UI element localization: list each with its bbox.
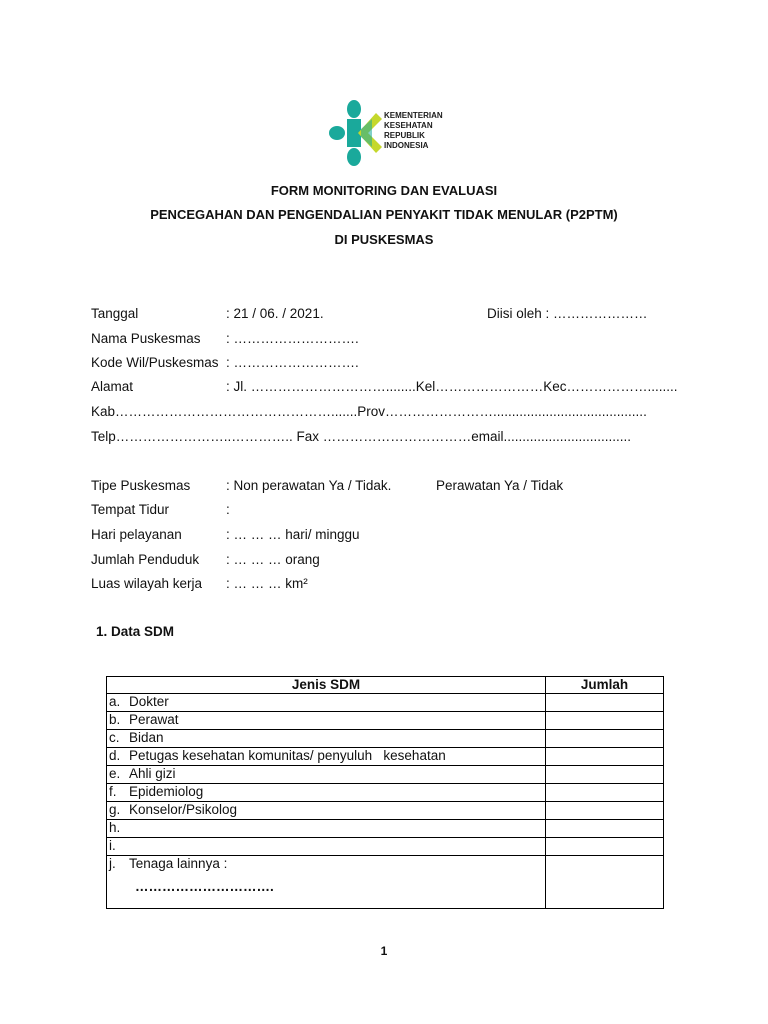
form-title-line1: FORM MONITORING DAN EVALUASI (270, 183, 498, 198)
luas-wilayah-label: Luas wilayah kerja (91, 576, 203, 591)
row-label: Bidan (129, 730, 164, 745)
jumlah-cell[interactable] (546, 712, 664, 730)
hari-pelayanan-value: : … … … hari/ minggu (226, 527, 360, 542)
header-jumlah: Jumlah (546, 677, 664, 694)
kemenkes-emblem-icon (328, 99, 384, 169)
alamat-value: : Jl. …………………………........Kel……………………Kec………………........ (226, 379, 678, 394)
row-letter: h. (109, 820, 121, 835)
row-letter: e. (109, 766, 121, 781)
row-letter: a. (109, 694, 121, 709)
row-label: Ahli gizi (129, 766, 176, 781)
kode-wil-value: : ………………………. (226, 355, 359, 370)
tipe-puskesmas-label: Tipe Puskesmas (91, 478, 191, 493)
table-row (107, 748, 664, 766)
jumlah-cell[interactable] (546, 802, 664, 820)
jumlah-cell[interactable] (546, 694, 664, 712)
kode-wil-label: Kode Wil/Puskesmas (91, 355, 219, 370)
diisi-oleh: Diisi oleh : ………………… (487, 306, 648, 321)
nama-puskesmas-value: : ………………………. (226, 331, 359, 346)
kab-prov-line: Kab………………………………………….......Prov……………………......................................... (91, 404, 647, 419)
jumlah-cell[interactable] (546, 748, 664, 766)
table-row (107, 820, 664, 838)
alamat-label: Alamat (91, 379, 134, 394)
row-letter: d. (109, 748, 121, 763)
row-label: Epidemiolog (129, 784, 204, 799)
row-letter: g. (109, 802, 121, 817)
tipe-puskesmas-value: : Non perawatan Ya / Tidak. (226, 478, 392, 493)
header-jenis-sdm: Jenis SDM (107, 677, 546, 694)
jumlah-penduduk-value: : … … … orang (226, 552, 320, 567)
nama-puskesmas-label: Nama Puskesmas (91, 331, 201, 346)
form-title-line3: DI PUSKESMAS (334, 232, 434, 247)
hari-pelayanan-label: Hari pelayanan (91, 527, 182, 542)
row-label: Tenaga lainnya : (129, 856, 228, 871)
logo-text: KEMENTERIAN KESEHATAN REPUBLIK INDONESIA (384, 111, 443, 150)
row-label: Petugas kesehatan komunitas/ penyuluh kesehatan (129, 748, 446, 763)
table-row (107, 766, 664, 784)
luas-wilayah-value: : … … … km² (226, 576, 308, 591)
table-row (107, 694, 664, 712)
section-title-data-sdm: 1. Data SDM (96, 624, 175, 639)
row-letter: b. (109, 712, 121, 727)
tempat-tidur-value: : (226, 502, 230, 517)
table-row (107, 856, 664, 909)
row-letter: f. (109, 784, 117, 799)
table-row (107, 838, 664, 856)
jumlah-penduduk-label: Jumlah Penduduk (91, 552, 200, 567)
jumlah-cell[interactable] (546, 838, 664, 856)
tanggal-value: : 21 / 06. / 2021. (226, 306, 324, 321)
table-row (107, 784, 664, 802)
jumlah-cell[interactable] (546, 784, 664, 802)
table-row (107, 730, 664, 748)
sdm-table (106, 676, 664, 909)
table-header-row (107, 677, 664, 694)
table-row (107, 712, 664, 730)
jumlah-cell[interactable] (546, 856, 664, 909)
row-label: Dokter (129, 694, 169, 709)
jumlah-cell[interactable] (546, 766, 664, 784)
row-letter: j. (109, 856, 116, 871)
page-number: 1 (380, 944, 388, 958)
row-letter: c. (109, 730, 120, 745)
tanggal-label: Tanggal (91, 306, 139, 321)
table-row (107, 802, 664, 820)
perawatan-value: Perawatan Ya / Tidak (436, 478, 564, 493)
form-title-line2: PENCEGAHAN DAN PENGENDALIAN PENYAKIT TIDAK MENULAR (P2PTM) (150, 207, 618, 222)
row-label: Konselor/Psikolog (129, 802, 238, 817)
telp-fax-email-line: Telp……………………..………….. Fax ……………………………email.................................. (91, 429, 632, 444)
other-staff-field[interactable]: …………………………. (135, 879, 274, 894)
jumlah-cell[interactable] (546, 820, 664, 838)
jumlah-cell[interactable] (546, 730, 664, 748)
row-label: Perawat (129, 712, 179, 727)
kemenkes-logo (328, 99, 448, 169)
tempat-tidur-label: Tempat Tidur (91, 502, 170, 517)
row-letter: i. (109, 838, 116, 853)
